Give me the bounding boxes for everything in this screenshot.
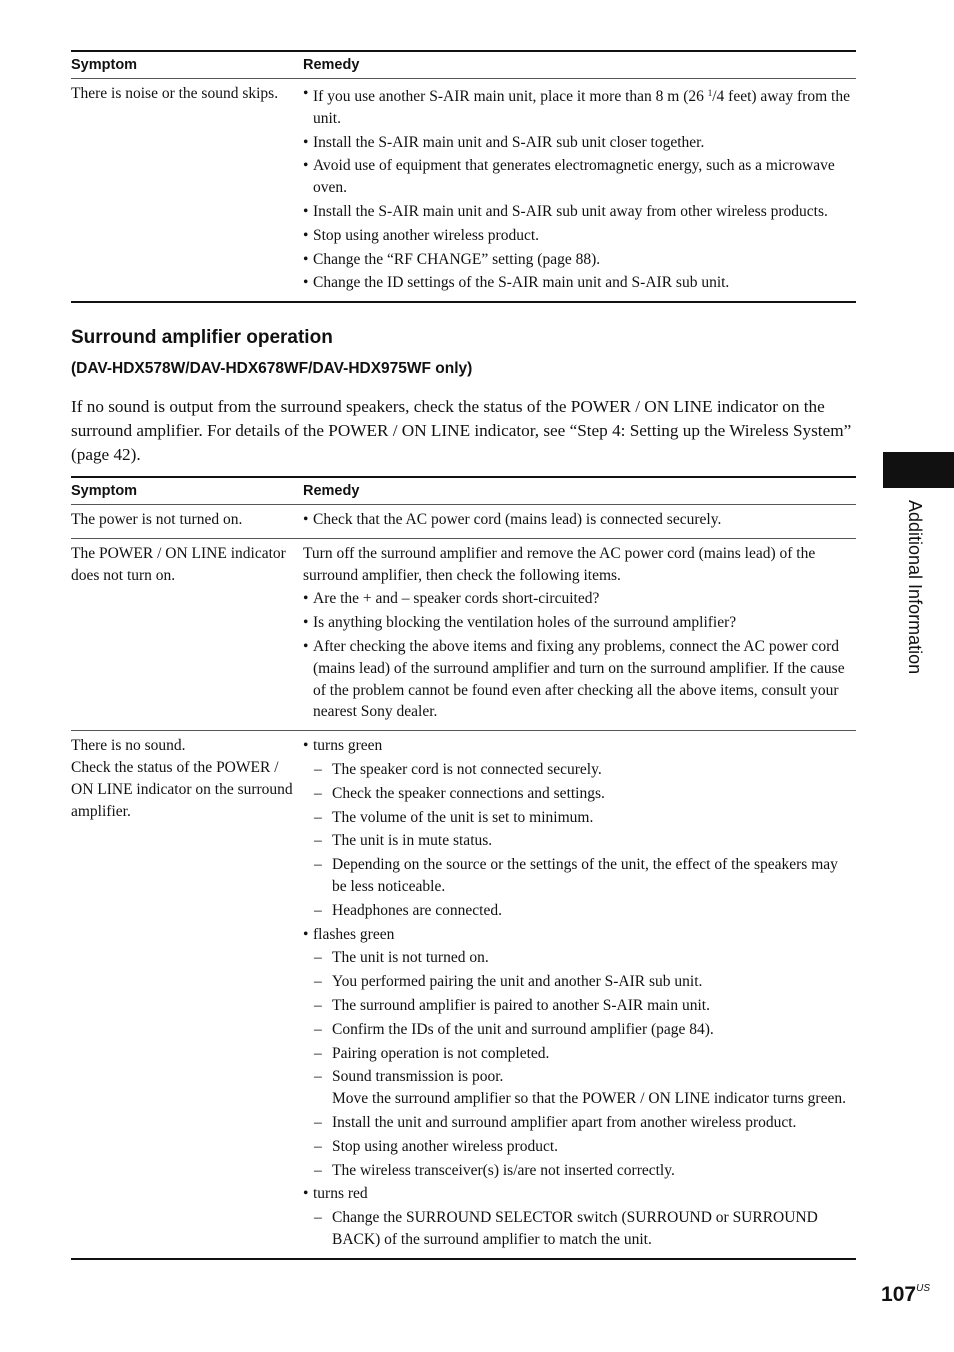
dash-text: Install the unit and surround amplifier apart from another wireless product.: [332, 1113, 797, 1131]
bullet-marker: •: [303, 737, 309, 755]
remedy-text: Check that the AC power cord (mains lead) is connected securely.: [313, 511, 722, 528]
section-tab-marker: [883, 452, 954, 488]
bullet-marker: •: [303, 925, 309, 943]
dash-text: The volume of the unit is set to minimum.: [332, 808, 594, 826]
symptom-header: Symptom: [71, 483, 138, 499]
bullet-marker: •: [303, 511, 309, 528]
remedy-bullet: [303, 272, 856, 294]
bullet-marker: •: [303, 274, 309, 292]
dash-item: [314, 759, 856, 781]
bullet-marker: •: [303, 133, 309, 151]
bullet-marker: •: [303, 1185, 309, 1203]
symptom-header: Symptom: [71, 57, 138, 73]
symptom-line: Check the status of the POWER / ON LINE indicator on the surround amplifier.: [71, 758, 293, 820]
dash-marker: –: [314, 1068, 322, 1086]
remedy-cell: [303, 734, 856, 1253]
bullet-marker: •: [303, 157, 309, 175]
remedy-text: Avoid use of equipment that generates electromagnetic energy, such as a microwave oven.: [313, 157, 835, 197]
indicator-state-flashing-green: [303, 924, 856, 946]
dash-item: [314, 995, 856, 1017]
section-tab-label: [903, 500, 927, 720]
bullet-marker: •: [303, 202, 309, 220]
remedy-text: After checking the above items and fixing any problems, connect the AC power cord (mains lead) of the surround amplifier and turn on the surround amplifier. If the cause of the problem cannot be found even after checking all the above items, consult your nearest Sony dealer.: [313, 637, 845, 721]
page-number: [881, 1283, 930, 1307]
remedy-cell: [303, 508, 856, 533]
dash-item: [314, 854, 856, 898]
dash-item: [314, 971, 856, 993]
remedy-bullet: [303, 132, 856, 154]
dash-text: Confirm the IDs of the unit and surround amplifier (page 84).: [332, 1020, 714, 1038]
dash-note: Move the surround amplifier so that the POWER / ON LINE indicator turns green.: [332, 1090, 846, 1108]
dash-marker: –: [314, 1020, 322, 1038]
dash-text: Change the SURROUND SELECTOR switch (SURROUND or SURROUND BACK) of the surround amplifier to match the unit.: [332, 1209, 818, 1248]
page-number-value: 107: [881, 1283, 917, 1306]
noise-troubleshooting-table: [71, 50, 856, 303]
dash-item: [314, 1207, 856, 1251]
dash-marker: –: [314, 1044, 322, 1062]
remedy-cell: [303, 542, 856, 725]
dash-marker: –: [314, 973, 322, 991]
dash-item: [314, 807, 856, 829]
table-row: [71, 731, 856, 1260]
surround-amplifier-table: [71, 476, 856, 1260]
dash-text: Headphones are connected.: [332, 901, 502, 919]
table-row: [71, 505, 856, 539]
dash-marker: –: [314, 949, 322, 967]
dash-item: [314, 900, 856, 922]
dash-text: Stop using another wireless product.: [332, 1137, 559, 1155]
remedy-text: Change the ID settings of the S-AIR main unit and S-AIR sub unit.: [313, 274, 730, 292]
indicator-state-red: [303, 1183, 856, 1205]
remedy-header: Remedy: [303, 57, 360, 73]
remedy-bullet: [303, 612, 856, 634]
remedy-bullet: [303, 155, 856, 199]
dash-text: The wireless transceiver(s) is/are not inserted correctly.: [332, 1161, 675, 1179]
bullet-marker: •: [303, 226, 309, 244]
remedy-bullet: [303, 225, 856, 247]
dash-text: You performed pairing the unit and another S-AIR sub unit.: [332, 973, 703, 991]
dash-marker: –: [314, 1209, 322, 1227]
dash-text: Depending on the source or the settings of the unit, the effect of the speakers may be less noticeable.: [332, 856, 838, 895]
dash-marker: –: [314, 1113, 322, 1131]
intro-paragraph: If no sound is output from the surround speakers, check the status of the POWER / ON LINE indicator on the surround amplifier. For details of the POWER / ON LINE indicator, see “Step 4: Setting up the Wireless System” (page 42).: [71, 397, 852, 464]
dash-item: [314, 947, 856, 969]
section-subtitle: (DAV-HDX578W/DAV-HDX678WF/DAV-HDX975WF only): [71, 360, 473, 377]
remedy-text-start: If you use another S-AIR main unit, place it more than 8 m (26: [313, 88, 708, 105]
state-label: flashes green: [313, 925, 395, 943]
section-tab-text: Additional Information: [905, 500, 925, 675]
remedy-paragraph: Turn off the surround amplifier and remove the AC power cord (mains lead) of the surround amplifier, then check the following items.: [303, 544, 816, 584]
bullet-marker: •: [303, 637, 309, 655]
symptom-cell: The POWER / ON LINE indicator does not turn on.: [71, 544, 286, 584]
bullet-marker: •: [303, 590, 309, 608]
remedy-text-end: /4 feet) away from the unit.: [313, 88, 850, 127]
dash-text: The unit is not turned on.: [332, 949, 489, 967]
table-row: [71, 539, 856, 731]
bullet-marker: •: [303, 250, 309, 268]
dash-item: [314, 1160, 856, 1182]
section-title: Surround amplifier operation: [71, 327, 333, 348]
remedy-bullet: [303, 249, 856, 271]
dash-marker: –: [314, 1161, 322, 1179]
dash-item: [314, 1043, 856, 1065]
dash-text: Check the speaker connections and settings.: [332, 784, 605, 802]
remedy-bullet: [303, 83, 856, 130]
page-locale: US: [916, 1283, 930, 1294]
bullet-marker: •: [303, 614, 309, 632]
dash-marker: –: [314, 784, 322, 802]
fraction-numerator: 1: [707, 88, 713, 98]
indicator-state-green: [303, 735, 856, 757]
dash-marker: –: [314, 808, 322, 826]
dash-text: Pairing operation is not completed.: [332, 1044, 550, 1062]
dash-marker: –: [314, 760, 322, 778]
remedy-bullet: [303, 201, 856, 223]
remedy-bullet: [303, 588, 856, 610]
remedy-text: Install the S-AIR main unit and S-AIR sub unit closer together.: [313, 133, 705, 151]
state-label: turns red: [313, 1185, 368, 1203]
remedy-cell: [303, 82, 856, 296]
dash-marker: –: [314, 832, 322, 850]
dash-item: [314, 1136, 856, 1158]
remedy-text: Stop using another wireless product.: [313, 226, 540, 244]
remedy-bullet: [303, 509, 856, 531]
dash-marker: –: [314, 996, 322, 1014]
dash-item: [314, 1112, 856, 1134]
symptom-line: There is no sound.: [71, 737, 186, 755]
dash-text: The surround amplifier is paired to another S-AIR main unit.: [332, 996, 710, 1014]
dash-text: The unit is in mute status.: [332, 832, 493, 850]
bullet-marker: •: [303, 85, 309, 102]
table-row: [71, 79, 856, 303]
dash-marker: –: [314, 901, 322, 919]
remedy-text: Is anything blocking the ventilation holes of the surround amplifier?: [313, 614, 737, 632]
dash-item: [314, 783, 856, 805]
symptom-cell: The power is not turned on.: [71, 511, 243, 528]
table-header: [71, 50, 856, 79]
dash-item: [314, 1019, 856, 1041]
state-label: turns green: [313, 737, 383, 755]
remedy-header: Remedy: [303, 483, 360, 499]
dash-marker: –: [314, 1137, 322, 1155]
remedy-text: Are the + and – speaker cords short-circuited?: [313, 590, 600, 608]
remedy-text: Change the “RF CHANGE” setting (page 88).: [313, 250, 601, 268]
symptom-cell: [71, 734, 303, 1253]
symptom-cell: There is noise or the sound skips.: [71, 85, 279, 102]
dash-marker: –: [314, 856, 322, 874]
table-header: [71, 476, 856, 505]
remedy-bullet: [303, 636, 856, 723]
dash-text: The speaker cord is not connected securely.: [332, 760, 602, 778]
dash-item: [314, 1066, 856, 1110]
dash-item: [314, 830, 856, 852]
remedy-text: Install the S-AIR main unit and S-AIR sub unit away from other wireless products.: [313, 202, 828, 220]
dash-text: Sound transmission is poor.: [332, 1068, 504, 1086]
